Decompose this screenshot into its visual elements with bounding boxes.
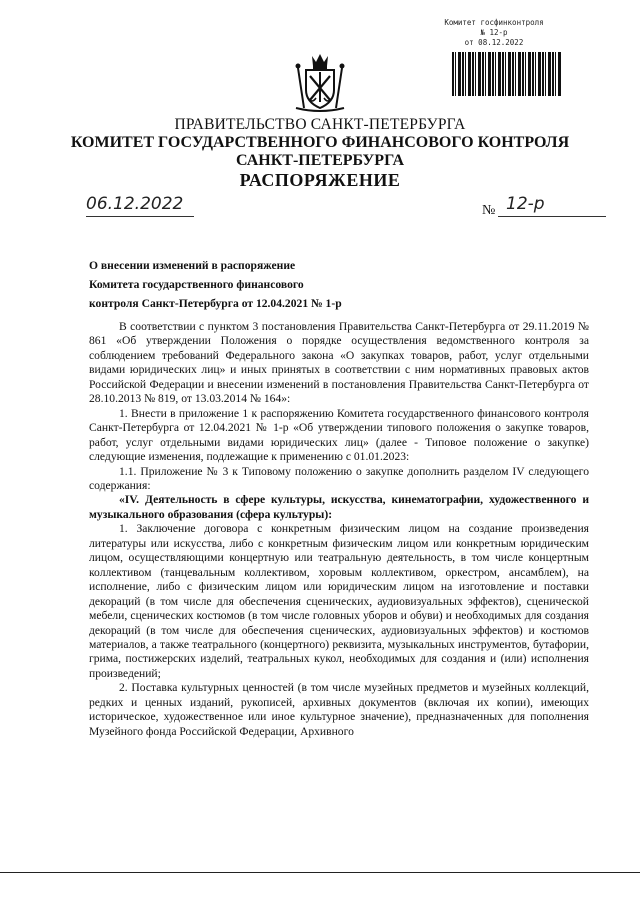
- registration-stamp: [424, 18, 564, 48]
- title-line: контроля Санкт-Петербурга от 12.04.2021 № 1-р: [89, 297, 342, 310]
- coat-of-arms-icon: [290, 52, 350, 114]
- document-body: [89, 320, 589, 739]
- title-line: Комитета государственного финансового: [89, 278, 304, 291]
- government-heading: ПРАВИТЕЛЬСТВО САНКТ-ПЕТЕРБУРГА: [174, 116, 466, 133]
- scan-edge-line: [0, 872, 640, 873]
- document-number: 12-р: [506, 194, 545, 214]
- document-title: [89, 256, 409, 313]
- paragraph-1: 1. Внести в приложение 1 к распоряжению Комитета государственного финансового контроля Санкт-Петербурга от 12.04.2021 № 1-р «Об утверждении типового положения о закупке товаров, работ, услуг отдельными видами юридических лиц» (далее - Типовое положение о закупке) следующие изменения, подлежащие к применению с 01.01.2023:: [89, 406, 589, 464]
- date-underline: [86, 216, 194, 217]
- stamp-date: от 08.12.2022: [464, 38, 524, 47]
- item-2: 2. Поставка культурных ценностей (в том числе музейных предметов и музейных коллекций, редких и ценных изданий, рукописей, архивных документов (включая их копии), имеющих историческое, художественное или иное культурное значение), предназначенных для пополнения Музейного фонда Российской Федерации, Архивного: [89, 681, 589, 738]
- document-type: РАСПОРЯЖЕНИЕ: [239, 170, 401, 190]
- committee-heading-line2: САНКТ-ПЕТЕРБУРГА: [235, 152, 405, 169]
- preamble-paragraph: В соответствии с пунктом 3 постановления Правительства Санкт-Петербурга от 29.11.2019 № 861 «Об утверждении Положения о порядке осуществления ведомственного контроля за соблюдением требований Федерального закона «О закупках товаров, работ, услуг отдельными видами юридических лиц» и иных принятых в соответствии с ним нормативных правовых актов Российской Федерации и внесении изменений в постановления Правительства Санкт-Петербурга от 28.10.2013 № 819, от 13.03.2014 № 164»:: [89, 320, 589, 406]
- number-underline: [498, 216, 606, 217]
- paragraph-1-1: 1.1. Приложение № 3 к Типовому положению о закупке дополнить разделом IV следующего содержания:: [89, 464, 589, 492]
- stamp-committee: Комитет госфинконтроля: [444, 18, 544, 27]
- section-iv-heading: «IV. Деятельность в сфере культуры, искусства, кинематографии, художественного и музыкального образования (сфера культуры):: [89, 493, 589, 521]
- title-line: О внесении изменений в распоряжение: [89, 259, 296, 272]
- committee-heading-line1: КОМИТЕТ ГОСУДАРСТВЕННОГО ФИНАНСОВОГО КОНТРОЛЯ: [70, 134, 570, 151]
- barcode: [452, 52, 562, 96]
- number-label: №: [482, 203, 496, 218]
- document-date: 06.12.2022: [86, 194, 184, 214]
- item-1: 1. Заключение договора с конкретным физическим лицом на создание произведения литературы или искусства, либо с конкретным физическим лицом или конкретным юридическим лицом, осуществляющими концертную или театральную деятельность, в том числе концертным коллективом (танцевальным коллективом, хоровым коллективом, оркестром, ансамблем), на исполнение, либо с физическим лицом или юридическим лицом на изготовление и поставки декораций (в том числе для обеспечения сценических, аудиовизуальных эффектов), сценической мебели, сценических костюмов (в том числе головных уборов и обуви) и необходимых для создания декораций (в том числе для обеспечения сценических, аудиовизуальных эффектов) и костюмов материалов, а также театрального (концертного) реквизита, музыкальных инструментов, бутафории, грима, постижерских изделий, театральных кукол, необходимых для создания и (или) исполнения произведений;: [89, 522, 589, 680]
- stamp-number: № 12-р: [480, 28, 508, 37]
